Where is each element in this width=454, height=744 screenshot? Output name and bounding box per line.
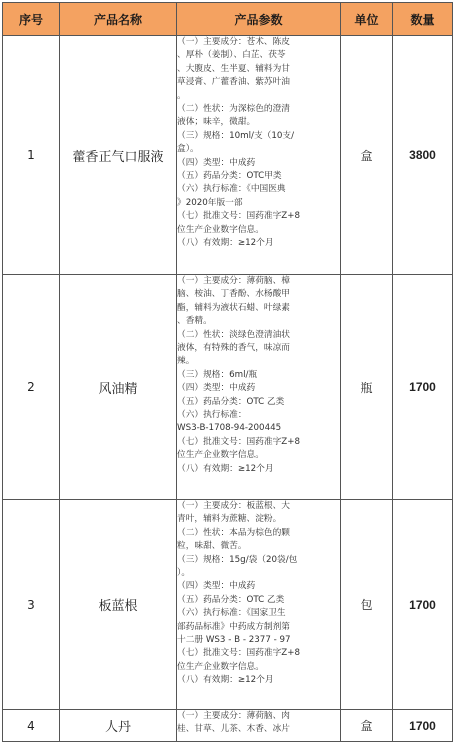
product-unit: 盒 [341, 710, 393, 742]
product-name: 人丹 [60, 710, 177, 742]
param-line: WS3-B-1708-94-200445 [177, 423, 282, 434]
table-row [3, 710, 453, 742]
product-table [2, 2, 453, 742]
param-line: 盒）。 [177, 144, 199, 155]
product-name: 板蓝根 [60, 500, 177, 710]
param-line: （三）规格：6ml/瓶 [177, 369, 258, 380]
param-line: （一）主要成分：板蓝根、大 [177, 501, 290, 511]
header-row [3, 3, 453, 36]
param-line: （一）主要成分：薄荷脑、樟 [177, 276, 290, 286]
param-line: （一）主要成分：苍术、陈皮 [177, 37, 290, 47]
param-line: （三）规格：15g/袋（20袋/包 [177, 554, 298, 565]
param-line: （三）规格：10ml/支（10支/ [177, 130, 295, 141]
product-params [177, 500, 341, 710]
param-line: （二）性状：为深棕色的澄清 [177, 104, 290, 115]
param-line: 部药品标准》中药成方制剂第 [177, 621, 290, 632]
param-line: （六）执行标准： [177, 410, 247, 421]
header-index: 序号 [3, 3, 60, 36]
param-line: （七）批准文号：国药准字Z+8 [177, 436, 301, 447]
product-name: 风油精 [60, 275, 177, 500]
param-line: 脑、桉油、丁香酚、水杨酸甲 [177, 289, 290, 300]
table-row [3, 36, 453, 275]
product-params [177, 710, 341, 742]
param-line: 、大腹皮、生半夏、辅料为甘 [177, 63, 290, 74]
param-line: （五）药品分类：OTC 乙类 [177, 594, 285, 605]
product-params [177, 275, 341, 500]
row-index: 3 [3, 500, 60, 710]
product-qty: 1700 [393, 500, 453, 710]
row-index: 1 [3, 36, 60, 275]
param-line: 桂、甘草、儿茶、木香、冰片 [177, 724, 290, 735]
product-params [177, 36, 341, 275]
param-line: （六）执行标准：《国家卫生 [177, 608, 286, 619]
header-unit: 单位 [341, 3, 393, 36]
param-line: （四）类型：中成药 [177, 157, 256, 168]
header-qty: 数量 [393, 3, 453, 36]
table-row [3, 500, 453, 710]
param-line: 、厚朴（姜制）、白芷、茯苓 [177, 50, 286, 61]
param-line: 酯，辅料为液状石蜡、叶绿素 [177, 302, 290, 313]
param-line: （四）类型：中成药 [177, 581, 256, 592]
row-index: 4 [3, 710, 60, 742]
header-params: 产品参数 [177, 3, 341, 36]
param-line: ）。 [177, 568, 191, 579]
param-line: （五）药品分类：OTC 乙类 [177, 396, 285, 407]
product-qty: 3800 [393, 36, 453, 275]
param-line: （七）批准文号：国药准字Z+8 [177, 648, 301, 659]
product-name: 藿香正气口服液 [60, 36, 177, 275]
param-line: （八）有效期：≥12个月 [177, 463, 274, 474]
param-line: （二）性状：本品为棕色的颗 [177, 527, 290, 538]
param-line: （八）有效期：≥12个月 [177, 675, 274, 686]
param-line: 位生产企业数字信息。 [177, 661, 264, 672]
param-line: 液体；味辛，微甜。 [177, 117, 256, 128]
param-line: 》2020年版一部 [177, 197, 243, 208]
param-line: （二）性状：淡绿色澄清油状 [177, 329, 290, 340]
param-line: 液体，有特殊的香气，味凉而 [177, 343, 290, 354]
param-line: 十二册 WS3 - B - 2377 - 97 [177, 635, 291, 646]
param-line: 位生产企业数字信息。 [177, 224, 264, 235]
product-unit: 包 [341, 500, 393, 710]
param-line: （八）有效期：≥12个月 [177, 238, 274, 249]
param-line: 、香精。 [177, 316, 212, 327]
param-line: （四）类型：中成药 [177, 383, 256, 394]
param-line: 粒，味甜、微苦。 [177, 541, 247, 552]
param-line: （七）批准文号：国药准字Z+8 [177, 211, 301, 222]
param-line: （五）药品分类：OTC甲类 [177, 171, 282, 182]
param-line: （一）主要成分：薄荷脑、肉 [177, 711, 290, 721]
header-name: 产品名称 [60, 3, 177, 36]
table-row [3, 275, 453, 500]
param-line: 位生产企业数字信息。 [177, 450, 264, 461]
product-qty: 1700 [393, 275, 453, 500]
param-line: 。 [177, 90, 186, 101]
product-unit: 瓶 [341, 275, 393, 500]
param-line: （六）执行标准：《中国医典 [177, 184, 286, 195]
product-unit: 盒 [341, 36, 393, 275]
product-qty: 1700 [393, 710, 453, 742]
row-index: 2 [3, 275, 60, 500]
param-line: 青叶，辅料为蔗糖、淀粉。 [177, 514, 282, 525]
param-line: 辣。 [177, 356, 195, 367]
param-line: 草浸膏、广藿香油、紫苏叶油 [177, 77, 290, 88]
